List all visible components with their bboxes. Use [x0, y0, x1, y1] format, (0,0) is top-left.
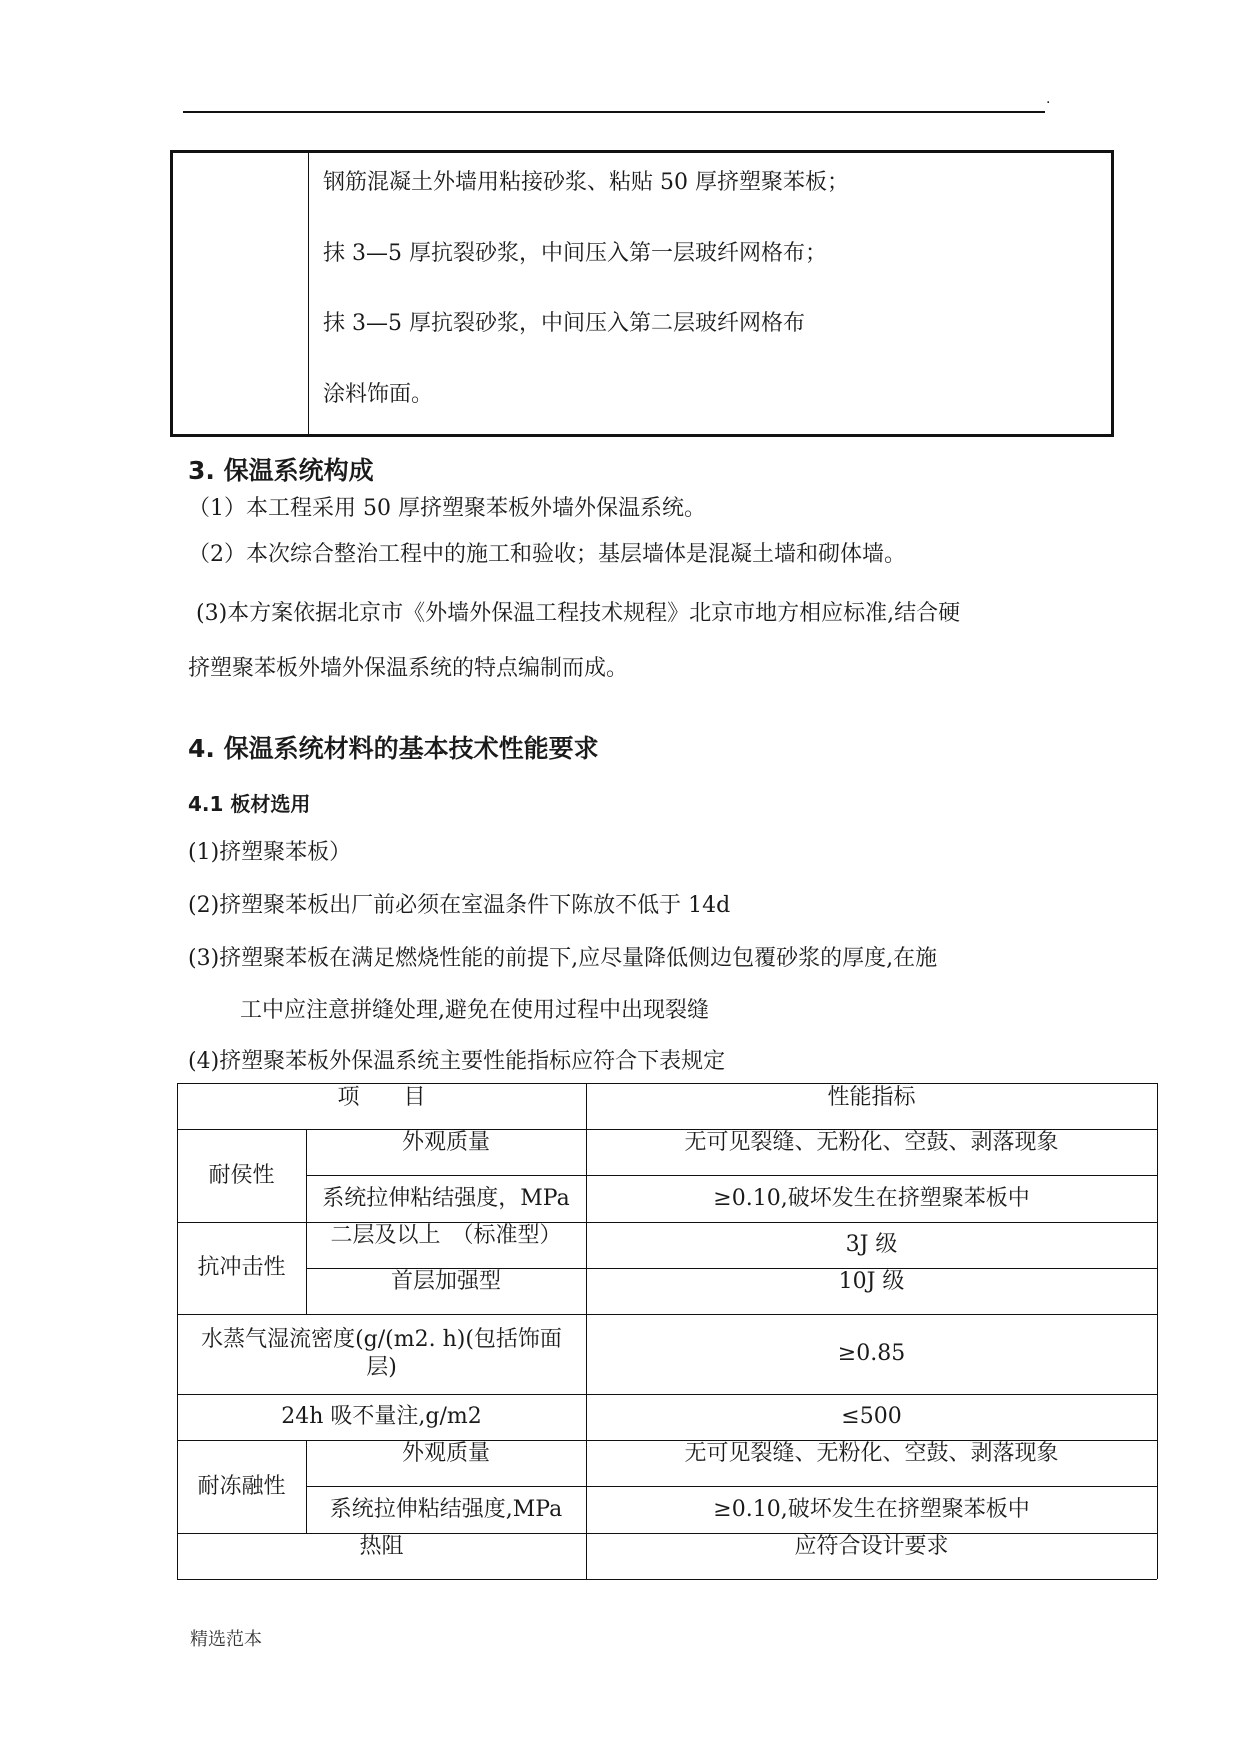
- header-value: 性能指标: [827, 1085, 916, 1110]
- section-3-title: 3. 保温系统构成: [188, 456, 374, 485]
- section-3-item-1: （1）本工程采用 50 厚挤塑聚苯板外墙外保温系统。: [188, 496, 706, 521]
- vapor-label: 水蒸气湿流密度(g/(m2. h)(包括饰面层): [201, 1327, 562, 1380]
- layer-line-1: 钢筋混凝土外墙用粘接砂浆、粘贴 50 厚挤塑聚苯板；: [323, 170, 849, 195]
- weather-appearance-value: 无可见裂缝、无粉化、空鼓、剥落现象: [684, 1130, 1059, 1155]
- freeze-strength-value: ≥0.10,破坏发生在挤塑聚苯板中: [713, 1496, 1030, 1522]
- weather-appearance: 外观质量: [401, 1130, 490, 1155]
- absorb-label: 24h 吸不量注,g/m2: [281, 1404, 482, 1429]
- section-4-item-3-cont: 工中应注意拼缝处理,避免在使用过程中出现裂缝: [240, 998, 709, 1023]
- section-3-item-2: （2）本次综合整治工程中的施工和验收；基层墙体是混凝土墙和砌体墙。: [188, 542, 906, 567]
- section-3-item-3: (3)本方案依据北京市《外墙外保温工程技术规程》北京市地方相应标准,结合硬: [196, 601, 961, 626]
- section-4-item-2: (2)挤塑聚苯板出厂前必须在室温条件下陈放不低于 14d: [188, 893, 731, 918]
- header-mark: .: [1046, 91, 1051, 107]
- freeze-appearance-value: 无可见裂缝、无粉化、空鼓、剥落现象: [684, 1441, 1059, 1466]
- thermal-value: 应符合设计要求: [794, 1534, 949, 1559]
- vapor-value: ≥0.85: [837, 1341, 906, 1366]
- section-3-item-3-cont: 挤塑聚苯板外墙外保温系统的特点编制而成。: [188, 656, 629, 681]
- section-4-title: 4. 保温系统材料的基本技术性能要求: [188, 734, 599, 763]
- absorb-value: ≤500: [841, 1404, 902, 1429]
- rule: [177, 1579, 1157, 1580]
- impact-upper: 二层及以上 （标准型）: [330, 1223, 562, 1248]
- section-4-item-3: (3)挤塑聚苯板在满足燃烧性能的前提下,应尽量降低侧边包覆砂浆的厚度,在施: [188, 946, 938, 971]
- table-divider: [308, 153, 309, 434]
- performance-spec-table: [177, 1083, 1157, 1579]
- header-item: 项 目: [337, 1085, 426, 1110]
- construction-layers-table: [170, 150, 1114, 437]
- footer-text: 精选范本: [190, 1629, 262, 1650]
- rule: [1157, 1083, 1158, 1579]
- freeze-strength: 系统拉伸粘结强度,MPa: [329, 1496, 563, 1522]
- thermal-label: 热阻: [359, 1534, 404, 1559]
- weather-strength: 系统拉伸粘结强度，MPa: [322, 1185, 570, 1211]
- impact-upper-value: 3J 级: [845, 1232, 898, 1257]
- layer-line-2: 抹 3—5 厚抗裂砂浆，中间压入第一层玻纤网格布；: [323, 241, 827, 266]
- weather-strength-value: ≥0.10,破坏发生在挤塑聚苯板中: [713, 1185, 1030, 1211]
- impact-first: 首层加强型: [390, 1269, 501, 1294]
- header-rule: [183, 111, 1045, 113]
- section-4-1-title: 4.1 板材选用: [188, 792, 311, 816]
- impact-first-value: 10J 级: [838, 1269, 905, 1294]
- freeze-label: 耐冻融性: [197, 1473, 286, 1499]
- freeze-appearance: 外观质量: [401, 1441, 490, 1466]
- section-4-item-4: (4)挤塑聚苯板外保温系统主要性能指标应符合下表规定: [188, 1049, 726, 1074]
- section-4-item-1: (1)挤塑聚苯板）: [188, 840, 352, 865]
- layer-line-4: 涂料饰面。: [323, 382, 434, 407]
- impact-label: 抗冲击性: [197, 1255, 286, 1280]
- layer-line-3: 抹 3—5 厚抗裂砂浆，中间压入第二层玻纤网格布: [323, 311, 805, 336]
- weather-label: 耐侯性: [208, 1162, 275, 1188]
